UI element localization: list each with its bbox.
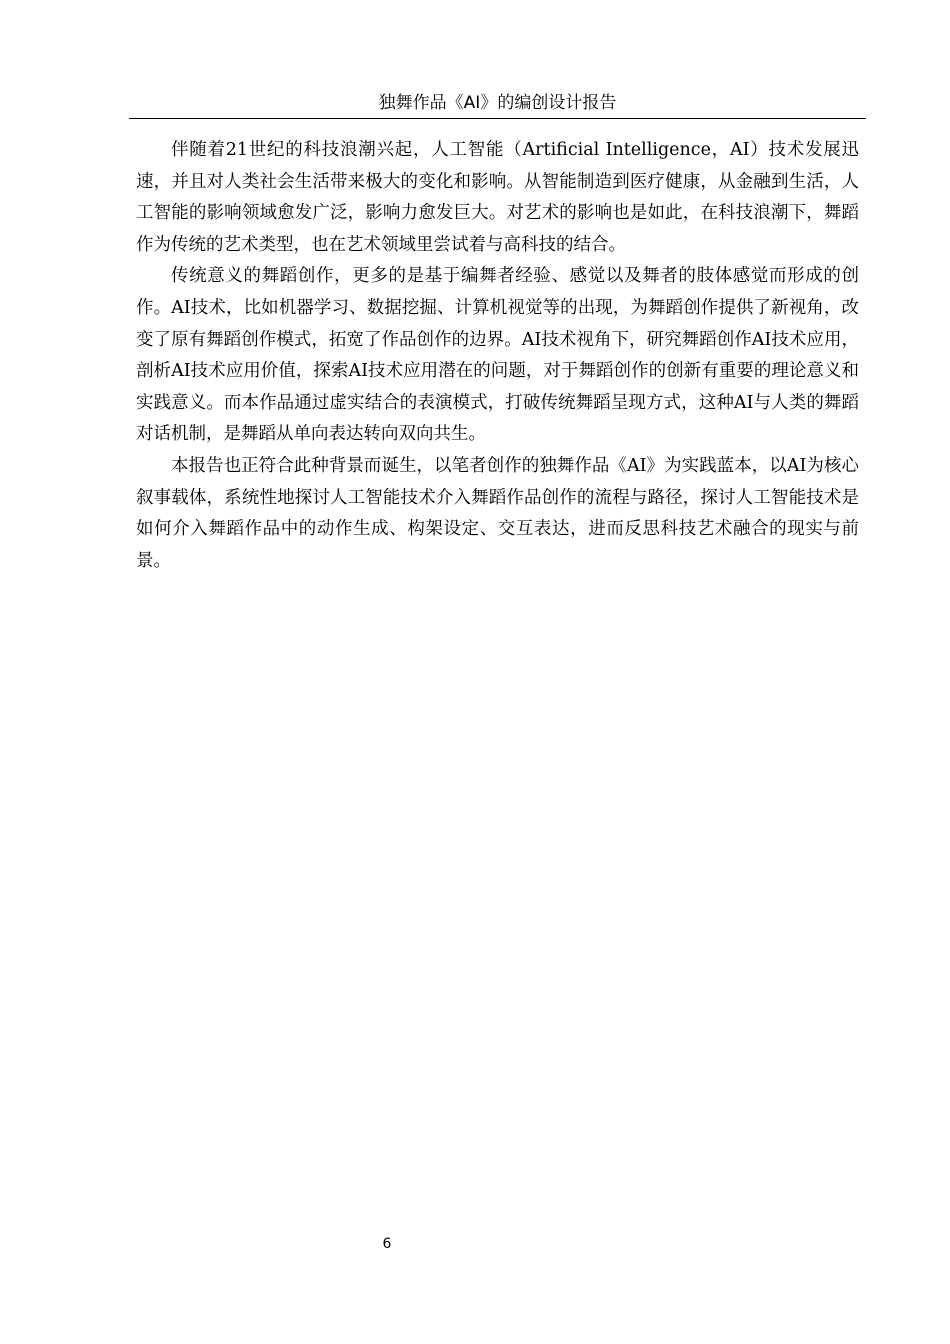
paragraph-2: 传统意义的舞蹈创作，更多的是基于编舞者经验、感觉以及舞者的肢体感觉而形成的创作。AI技术，比如机器学习、数据挖掘、计算机视觉等的出现，为舞蹈创作提供了新视角，改变了原有舞蹈创作模式，拓宽了作品创作的边界。AI技术视角下，研究舞蹈创作AI技术应用，剖析AI技术应用价值，探索AI技术应用潜在的问题，对于舞蹈创作的创新有重要的理论意义和实践意义。而本作品通过虚实结合的表演模式，打破传统舞蹈呈现方式，这种AI与人类的舞蹈对话机制，是舞蹈从单向表达转向双向共生。 [136,266,859,445]
body-text [136,135,859,577]
header-divider [129,118,866,119]
running-header-title: 独舞作品《AI》的编创设计报告 [378,93,617,113]
page-number: 6 [382,1236,392,1252]
paragraph-1: 伴随着21世纪的科技浪潮兴起，人工智能（Artificial Intelligence，AI）技术发展迅速，并且对人类社会生活带来极大的变化和影响。从智能制造到医疗健康，从金融到生活，人工智能的影响领域愈发广泛，影响力愈发巨大。对艺术的影响也是如此，在科技浪潮下，舞蹈作为传统的艺术类型，也在艺术领域里尝试着与高科技的结合。 [136,140,859,255]
paragraph-3: 本报告也正符合此种背景而诞生，以笔者创作的独舞作品《AI》为实践蓝本，以AI为核心叙事载体，系统性地探讨人工智能技术介入舞蹈作品创作的流程与路径，探讨人工智能技术是如何介入舞蹈作品中的动作生成、构架设定、交互表达，进而反思科技艺术融合的现实与前景。 [136,455,859,571]
